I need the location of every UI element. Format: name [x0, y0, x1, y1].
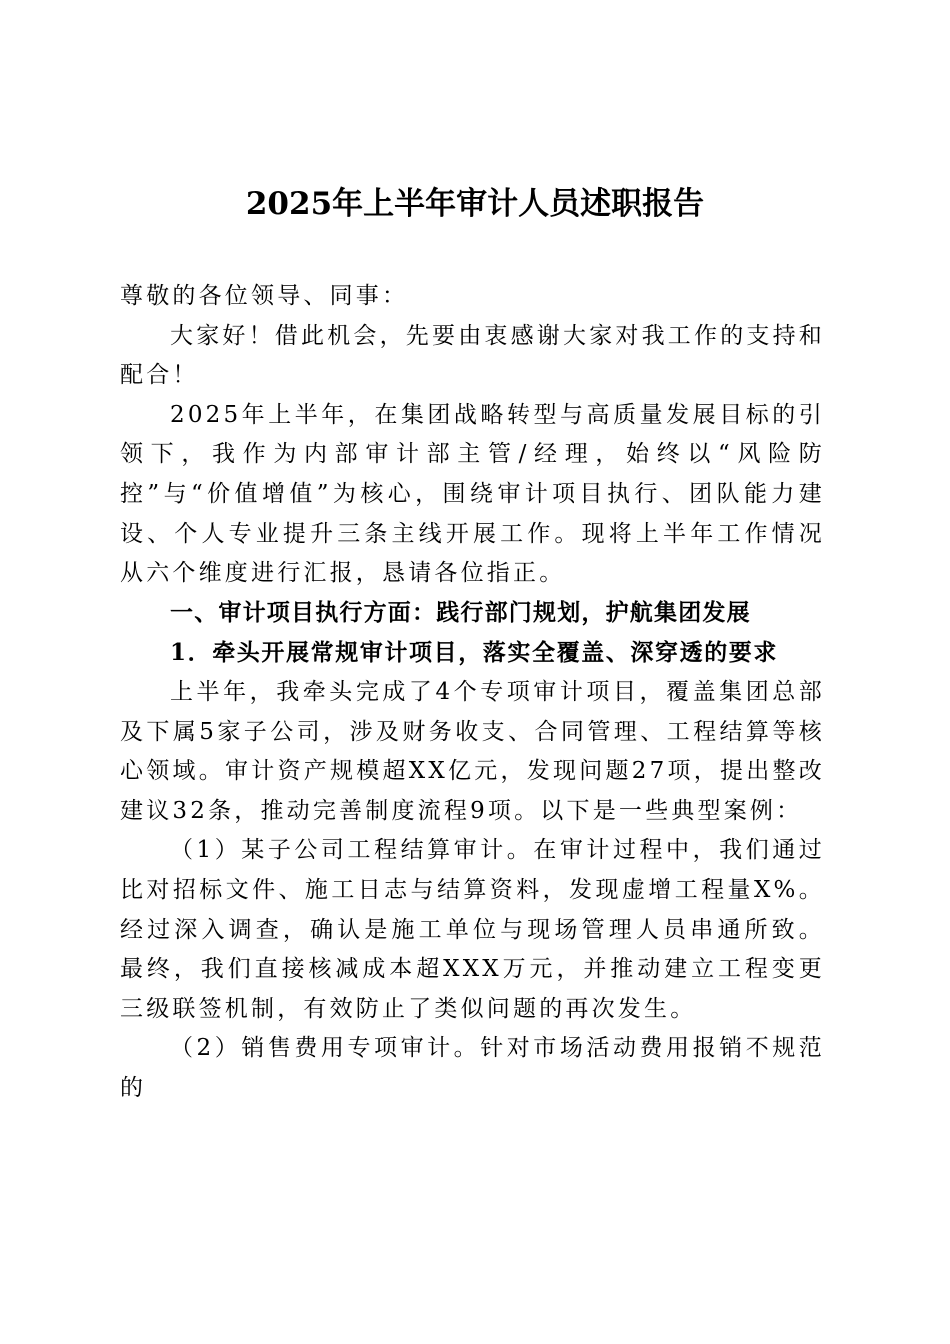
paragraph-case-2: （2）销售费用专项审计。针对市场活动费用报销不规范的	[120, 1035, 825, 1101]
document-title: 2025年上半年审计人员述职报告	[245, 186, 705, 222]
document-body	[120, 277, 825, 1108]
greeting: 尊敬的各位领导、同事：	[120, 283, 409, 309]
paragraph-intro: 2025年上半年，在集团战略转型与高质量发展目标的引领下，我作为内部审计部主管/经理，始终以“风险防控”与“价值增值”为核心，围绕审计项目执行、团队能力建设、个人专业提升三条主线开展工作。现将上半年工作情况从六个维度进行汇报，恳请各位指正。	[120, 401, 825, 587]
paragraph-case-1: （1）某子公司工程结算审计。在审计过程中，我们通过比对招标文件、施工日志与结算资料，发现虚增工程量X%。经过深入调查，确认是施工单位与现场管理人员串通所致。最终，我们直接核减成本超XXX万元，并推动建立工程变更三级联签机制，有效防止了类似问题的再次发生。	[120, 837, 825, 1022]
paragraph-thanks: 大家好！借此机会，先要由衷感谢大家对我工作的支持和配合！	[120, 322, 825, 389]
subsection-heading: 1．牵头开展常规审计项目，落实全覆盖、深穿透的要求	[170, 639, 779, 667]
paragraph-projects: 上半年，我牵头完成了4个专项审计项目，覆盖集团总部及下属5家子公司，涉及财务收支、合同管理、工程结算等核心领域。审计资产规模超XX亿元，发现问题27项，提出整改建议32条，推动完善制度流程9项。以下是一些典型案例：	[120, 678, 825, 824]
section-heading: 一、审计项目执行方面：践行部门规划，护航集团发展	[170, 599, 751, 626]
